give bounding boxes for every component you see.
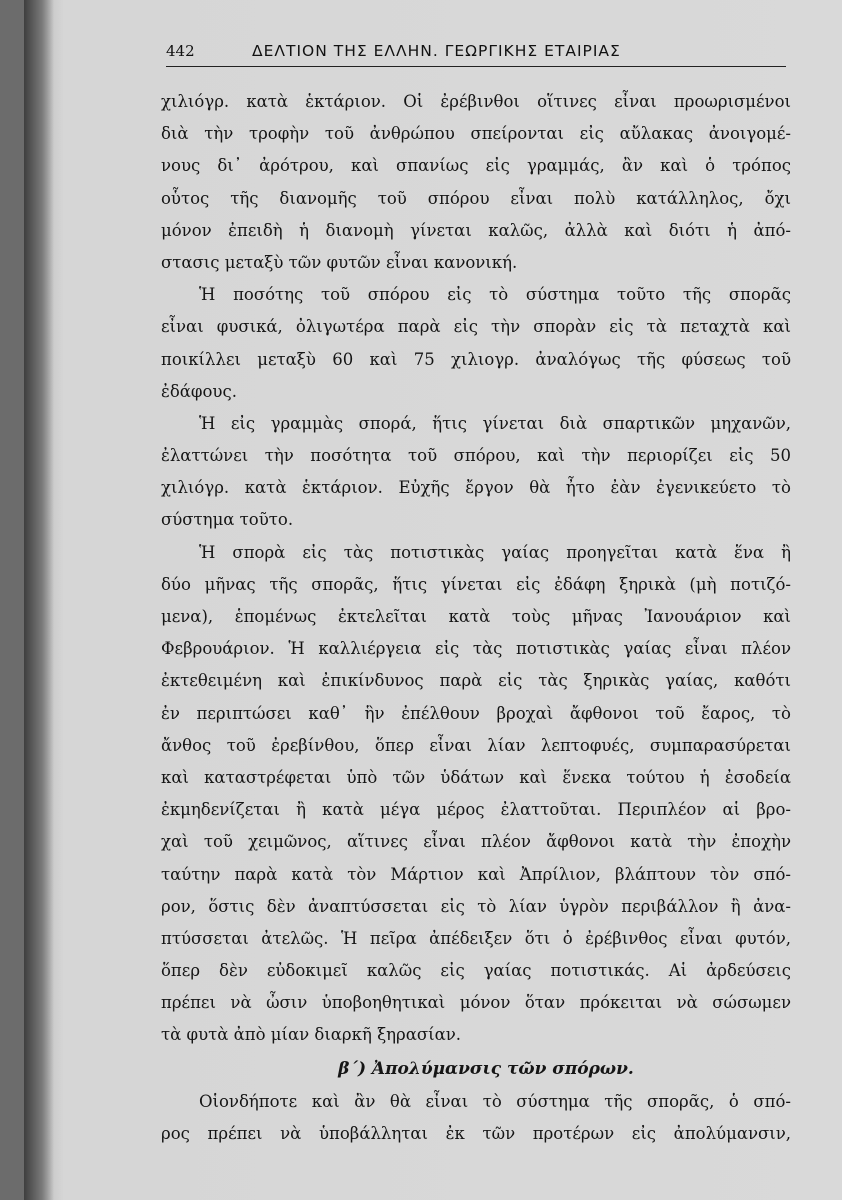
binding-shadow <box>24 0 54 1200</box>
paragraph-start: Οἱονδήποτε καὶ ἂν θὰ εἶναι τὸ σύστημα τῆς σπορᾶς, ὁ σπό- <box>199 1091 791 1111</box>
text-line: ρον, ὅστις δὲν ἀναπτύσσεται εἰς τὸ λίαν ὑγρὸν περιβάλλον ἢ ἀνα- <box>161 896 791 916</box>
text-line: νους δι᾿ ἀρότρου, καὶ σπανίως εἰς γραμμάς, ἂν καὶ ὁ τρόπος <box>161 156 791 176</box>
text-line: πτύσσεται ἀτελῶς. Ἡ πεῖρα ἀπέδειξεν ὅτι ὁ ἐρέβινθος εἶναι φυτόν, <box>161 928 791 948</box>
text-line: ἐδάφους. <box>161 381 237 401</box>
text-line: πρέπει νὰ ὦσιν ὑποβοηθητικαὶ μόνον ὅταν πρόκειται νὰ σώσωμεν <box>161 993 791 1013</box>
text-line: τὰ φυτὰ ἀπὸ μίαν διαρκῆ ξηρασίαν. <box>161 1025 462 1045</box>
text-line: Φεβρουάριον. Ἡ καλλιέργεια εἰς τὰς ποτιστικὰς γαίας εἶναι πλέον <box>161 639 791 659</box>
text-line: ἐκτεθειμένη καὶ ἐπικίνδυνος παρὰ εἰς τὰς ξηρικὰς γαίας, καθότι <box>161 671 791 691</box>
text-line: μενα), ἑπομένως ἐκτελεῖται κατὰ τοὺς μῆνας Ἰανουάριον καὶ <box>161 607 791 626</box>
paragraph-start: Ἡ ποσότης τοῦ σπόρου εἰς τὸ σύστημα τοῦτο τῆς σπορᾶς <box>199 285 791 305</box>
text-line: χιλιόγρ. κατὰ ἑκτάριον. Οἱ ἐρέβινθοι οἵτινες εἶναι προωρισμένοι <box>161 92 791 111</box>
section-title: β΄) Ἀπολύμανσις τῶν σπόρων. <box>338 1058 634 1079</box>
text-line: δύο μῆνας τῆς σπορᾶς, ἥτις γίνεται εἰς ἐδάφη ξηρικὰ (μὴ ποτιζό- <box>161 574 791 594</box>
body-text <box>161 86 791 1150</box>
text-line: χιλιόγρ. κατὰ ἑκτάριον. Εὐχῆς ἔργον θὰ ἦτο ἐὰν ἐγενικεύετο τὸ <box>161 478 791 498</box>
paragraph-start: Ἡ σπορὰ εἰς τὰς ποτιστικὰς γαίας προηγεῖται κατὰ ἕνα ἢ <box>199 542 791 562</box>
text-line: ταύτην παρὰ κατὰ τὸν Μάρτιον καὶ Ἀπρίλιον, βλάπτουν τὸν σπό- <box>161 864 791 884</box>
text-line: ποικίλλει μεταξὺ 60 καὶ 75 χιλιογρ. ἀναλόγως τῆς φύσεως τοῦ <box>161 349 791 369</box>
text-line: ὅπερ δὲν εὐδοκιμεῖ καλῶς εἰς γαίας ποτιστικάς. Αἱ ἀρδεύσεις <box>161 961 791 981</box>
text-line: ἐκμηδενίζεται ἢ κατὰ μέγα μέρος ἐλαττοῦται. Περιπλέον αἱ βρο- <box>161 800 791 820</box>
text-line: σύστημα τοῦτο. <box>161 510 294 530</box>
text-line: ἐλαττώνει τὴν ποσότητα τοῦ σπόρου, καὶ τὴν περιορίζει εἰς 50 <box>161 446 791 466</box>
page-header <box>166 40 786 67</box>
page-number: 442 <box>166 42 195 60</box>
text-line: μόνον ἐπειδὴ ἡ διανομὴ γίνεται καλῶς, ἀλλὰ καὶ διότι ἡ ἀπό- <box>161 220 791 240</box>
text-line: καὶ καταστρέφεται ὑπὸ τῶν ὑδάτων καὶ ἕνεκα τούτου ἡ ἐσοδεία <box>161 767 791 787</box>
text-line: ἐν περιπτώσει καθ᾿ ἣν ἐπέλθουν βροχαὶ ἄφθονοι τοῦ ἔαρος, τὸ <box>161 703 791 723</box>
text-line: ρος πρέπει νὰ ὑποβάλληται ἐκ τῶν προτέρων εἰς ἀπολύμανσιν, <box>161 1123 791 1143</box>
text-line: οὗτος τῆς διανομῆς τοῦ σπόρου εἶναι πολὺ κατάλληλος, ὄχι <box>161 188 791 208</box>
text-line: ἄνθος τοῦ ἐρεβίνθου, ὅπερ εἶναι λίαν λεπτοφυές, συμπαρασύρεται <box>161 735 791 755</box>
text-line: στασις μεταξὺ τῶν φυτῶν εἶναι κανονική. <box>161 252 518 272</box>
text-line: διὰ τὴν τροφὴν τοῦ ἀνθρώπου σπείρονται εἰς αὔλακας ἀνοιγομέ- <box>161 124 791 144</box>
text-line: χαὶ τοῦ χειμῶνος, αἵτινες εἶναι πλέον ἄφθονοι κατὰ τὴν ἐποχὴν <box>161 832 791 852</box>
running-head: ΔΕΛΤΙΟΝ ΤΗΣ ΕΛΛΗΝ. ΓΕΩΡΓΙΚΗΣ ΕΤΑΙΡΙΑΣ <box>252 42 621 60</box>
book-page <box>24 0 842 1200</box>
text-line: εἶναι φυσικά, ὀλιγωτέρα παρὰ εἰς τὴν σπορὰν εἰς τὰ πεταχτὰ καὶ <box>161 317 791 337</box>
paragraph-start: Ἡ εἰς γραμμὰς σπορά, ἥτις γίνεται διὰ σπαρτικῶν μηχανῶν, <box>199 413 791 433</box>
